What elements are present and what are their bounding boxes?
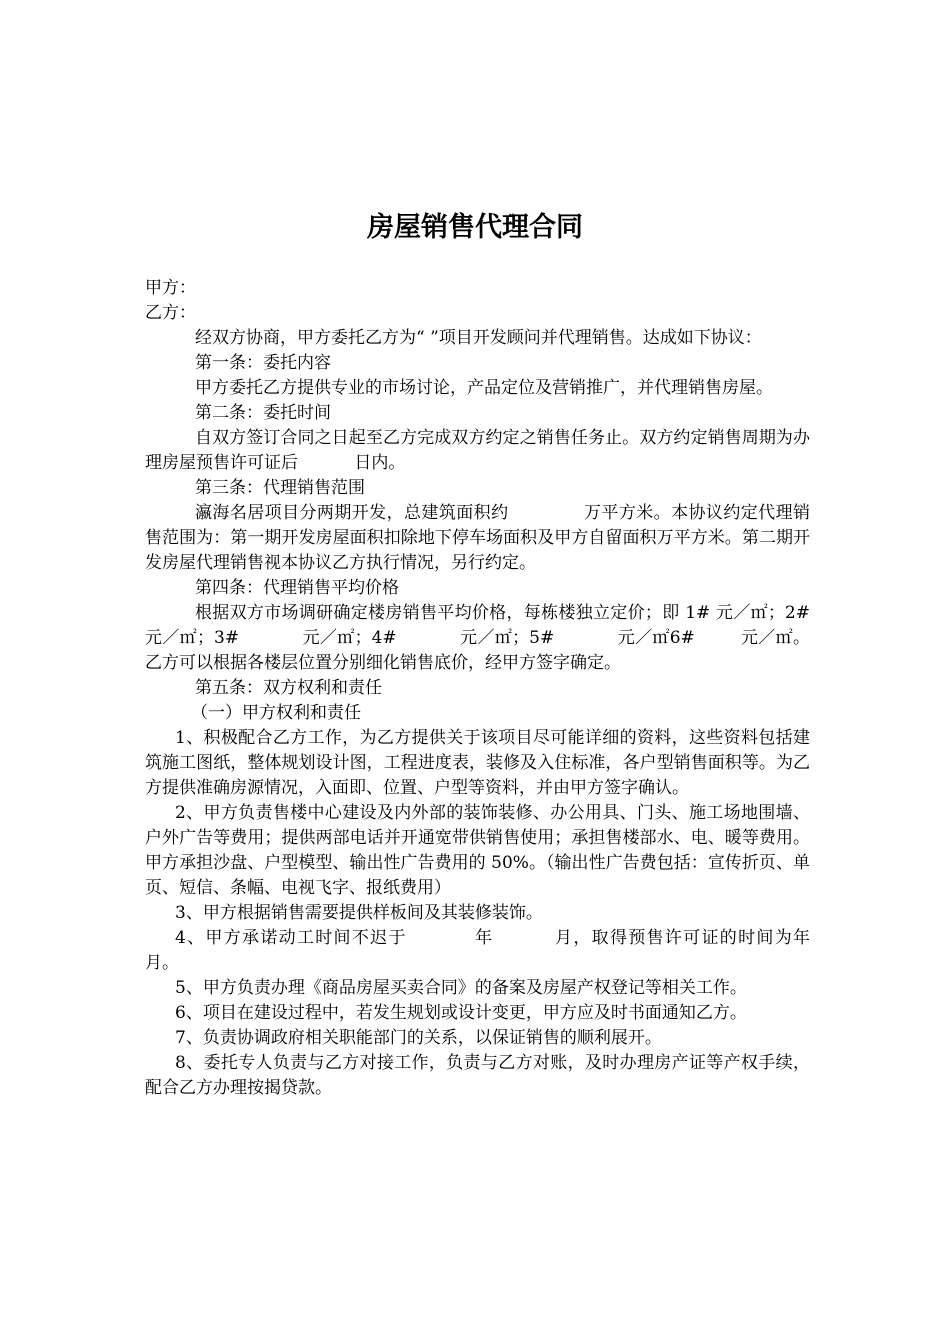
document-title: 房屋销售代理合同 (367, 212, 583, 243)
contract-paragraph: 第一条：委托内容 (195, 353, 331, 373)
contract-paragraph: 4、甲方承诺动工时间不迟于 年 月，取得预售许可证的时间为年 月。 (145, 928, 855, 973)
contract-paragraph: 5、甲方负责办理《商品房屋买卖合同》的备案及房屋产权登记等相关工作。 (175, 978, 747, 998)
contract-paragraph: 6、项目在建设过程中，若发生规划或设计变更，甲方应及时书面通知乙方。 (175, 1003, 747, 1023)
contract-paragraph: 第三条：代理销售范围 (195, 478, 365, 498)
contract-paragraph: 瀛海名居项目分两期开发，总建筑面积约 万平方米。本协议约定代理销售范围为：第一期开发房屋面积扣除地下停车场面积及甲方自留面积万平方米。第二期开发房屋代理销售视本协议乙方执行情况，另行约定。 (145, 503, 810, 573)
contract-paragraph: 第五条：双方权利和责任 (195, 678, 382, 698)
contract-paragraph: 3、甲方根据销售需要提供样板间及其装修装饰。 (175, 903, 543, 923)
contract-paragraph: 甲方： (145, 278, 196, 298)
contract-paragraph: 第二条：委托时间 (195, 403, 331, 423)
contract-paragraph: 第四条：代理销售平均价格 (195, 578, 399, 598)
contract-paragraph: 经双方协商，甲方委托乙方为“ ”项目开发顾问并代理销售。达成如下协议： (195, 328, 762, 348)
contract-paragraph: 甲方委托乙方提供专业的市场讨论，产品定位及营销推广，并代理销售房屋。 (195, 378, 773, 398)
contract-paragraph: 自双方签订合同之日起至乙方完成双方约定之销售任务止。双方约定销售周期为办理房屋预售许可证后 日内。 (145, 428, 810, 473)
contract-paragraph: 根据双方市场调研确定楼房销售平均价格，每栋楼独立定价；即 1# 元／㎡；2# 元／㎡；3# 元／㎡；4# 元／㎡；5# 元／㎡6# 元／㎡。乙方可以根据各楼层位置分别细化销售底价，经甲方签字确定。 (145, 603, 872, 673)
contract-paragraph: 乙方： (145, 303, 196, 323)
contract-paragraph: 7、负责协调政府相关职能部门的关系，以保证销售的顺利展开。 (175, 1028, 662, 1048)
contract-paragraph: 8、委托专人负责与乙方对接工作，负责与乙方对账，及时办理房产证等产权手续，配合乙方办理按揭贷款。 (145, 1053, 810, 1098)
contract-paragraph: （一）甲方权利和责任 (191, 703, 361, 723)
document-body (145, 276, 872, 1101)
contract-paragraph: 1、积极配合乙方工作，为乙方提供关于该项目尽可能详细的资料，这些资料包括建筑施工图纸，整体规划设计图，工程进度表，装修及入住标准，各户型销售面积等。为乙方提供准确房源情况，入面即、位置、户型等资料，并由甲方签字确认。 (145, 728, 810, 798)
contract-paragraph: 2、甲方负责售楼中心建设及内外部的装饰装修、办公用具、门头、施工场地围墙、户外广告等费用；提供两部电话并开通宽带供销售使用；承担售楼部水、电、暖等费用。甲方承担沙盘、户型模型、输出性广告费用的 50%。（输出性广告费包括：宣传折页、单页、短信、条幅、电视飞字、报纸费用） (145, 803, 810, 898)
